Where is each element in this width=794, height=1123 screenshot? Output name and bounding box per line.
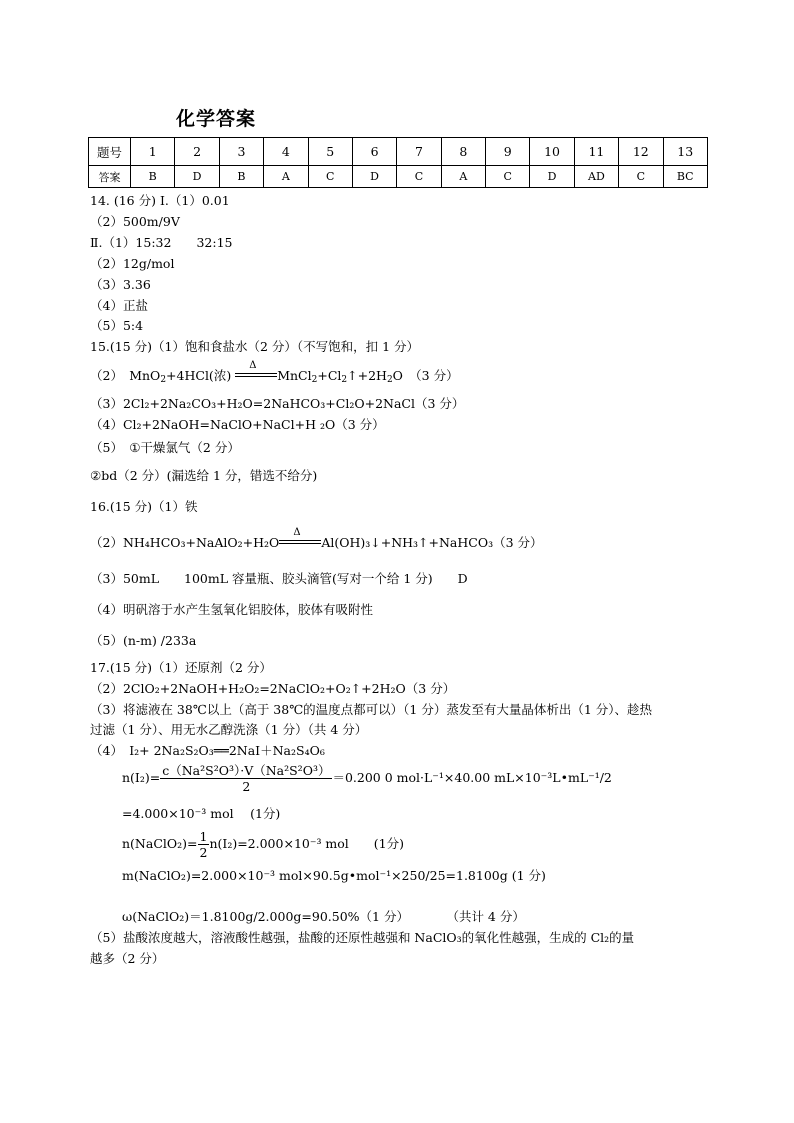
q15-l2-rhs: MnCl (277, 368, 312, 383)
q15-l2-prefix: （2） MnO (90, 368, 161, 383)
answer-cell: D (175, 166, 219, 188)
heat-equals-sign (235, 360, 277, 380)
f1-numerator: c（Na²S²O³）·V（Na²S²O³） (162, 763, 331, 778)
question-number-cell: 5 (308, 138, 352, 166)
q16-line-5: （5）(n-m) /233a (90, 633, 197, 648)
f3-denominator: 2 (199, 845, 208, 860)
table-row-numbers (89, 138, 708, 166)
answer-cell: C (619, 166, 663, 188)
question-number-cell: 4 (264, 138, 308, 166)
answer-cell: D (530, 166, 574, 188)
answer-cell: BC (663, 166, 708, 188)
page-title: 化学答案 (176, 108, 257, 130)
answer-cell: C (486, 166, 530, 188)
question-number-cell: 11 (574, 138, 618, 166)
answer-cell: AD (574, 166, 618, 188)
question-number-cell: 12 (619, 138, 663, 166)
question-number-cell: 3 (219, 138, 263, 166)
circled-one: ① (129, 440, 141, 455)
heat-symbol: Δ (249, 360, 257, 371)
formula-n-i2-result: =4.000×10⁻³ mol (1分) (122, 806, 281, 821)
q17-line-4: 过滤（1 分）、用无水乙醇洗涤（1 分）（共 4 分） (90, 722, 368, 737)
answer-cell: B (219, 166, 263, 188)
q15-l2-suffix: （3 分） (415, 368, 459, 383)
question-number-cell: 13 (663, 138, 708, 166)
question-number-cell: 1 (131, 138, 175, 166)
q15-l2-mid: +4HCl(浓) (166, 368, 232, 383)
q14-line-7: （5）5:4 (90, 318, 144, 333)
q15-line-2: （2） MnO$_2$+4HCl(浓) Δ $MnCl_2+Cl_2↑+2H_2O$ （3 分） (90, 360, 459, 385)
row-label-answer: 答案 (89, 166, 131, 188)
formula-m-naclo2: m(NaClO₂)=2.000×10⁻³ mol×90.5g•mol⁻¹×250/25=1.8100g (1 分) (122, 868, 546, 883)
q14-line-2: （2）500m/9V (90, 214, 180, 229)
question-number-cell: 7 (397, 138, 441, 166)
question-number-cell: 6 (352, 138, 396, 166)
q16-l2-rhs: Al(OH)₃↓+NH₃↑+NaHCO₃（3 分） (321, 535, 543, 550)
q14-line-6: （4）正盐 (90, 298, 148, 313)
question-number-cell: 2 (175, 138, 219, 166)
q14-line-5: （3）3.36 (90, 277, 151, 292)
q16-line-3: （3）50mL 100mL 容量瓶、胶头滴管(写对一个给 1 分) D (90, 571, 468, 586)
q14-line-3: Ⅱ.（1）15:32 32:15 (90, 235, 233, 250)
question-number-cell: 9 (486, 138, 530, 166)
heat-symbol-2: Δ (293, 527, 301, 538)
q17-line-2: （2）2ClO₂+2NaOH+H₂O₂=2NaClO₂+O₂↑+2H₂O（3 分） (90, 681, 456, 696)
row-label-number: 题号 (89, 138, 131, 166)
circled-two: ② (90, 468, 102, 483)
q15-line-5 (90, 440, 240, 456)
formula-n-i2 (122, 763, 612, 794)
answer-cell: C (308, 166, 352, 188)
q15-l5-prefix: （5） (90, 440, 130, 455)
f1-fraction (160, 763, 332, 794)
q15-line-4: （4）Cl₂+2NaOH=NaClO+NaCl+H ₂O（3 分） (90, 417, 385, 432)
answer-table (88, 137, 708, 188)
q17-line-7: 越多（2 分） (90, 951, 165, 966)
q16-line-4: （4）明矾溶于水产生氢氧化铝胶体，胶体有吸附性 (90, 602, 373, 617)
f3-rhs: n(I₂)=2.000×10⁻³ mol (1分) (209, 836, 405, 851)
question-number-cell: 10 (530, 138, 574, 166)
f3-lhs: n(NaClO₂)= (122, 836, 198, 851)
q16-line-2 (90, 527, 543, 551)
answer-cell: A (264, 166, 308, 188)
table-row-answers (89, 166, 708, 188)
q15-line-3: （3）2Cl₂+2Na₂CO₃+H₂O=2NaHCO₃+Cl₂O+2NaCl（3 分） (90, 396, 465, 411)
q16-l2-lhs: （2）NH₄HCO₃+NaAlO₂+H₂O (90, 535, 280, 550)
q16-line-1: 16.(15 分)（1）铁 (90, 499, 198, 514)
q17-line-1: 17.(15 分)（1）还原剂（2 分） (90, 660, 272, 675)
q14-line-4: （2）12g/mol (90, 256, 175, 271)
q15-l5-text: 干燥氯气（2 分） (140, 440, 240, 455)
q17-line-3: （3）将滤液在 38℃以上（高于 38℃的温度点都可以）（1 分）蒸发至有大量晶体析出（1 分）、趁热 (90, 702, 653, 717)
answer-cell: D (352, 166, 396, 188)
heat-equals-sign-2 (279, 527, 321, 547)
f1-rhs: ＝0.200 0 mol·L⁻¹×40.00 mL×10⁻³L•mL⁻¹/2 (332, 770, 612, 785)
q17-line-6: （5）盐酸浓度越大，溶液酸性越强，盐酸的还原性越强和 NaClO₃的氧化性越强，生成的 Cl₂的量 (90, 930, 635, 945)
f3-fraction (198, 829, 210, 860)
q15-line-1: 15.(15 分)（1）饱和食盐水（2 分）（不写饱和，扣 1 分） (90, 339, 420, 354)
f3-numerator: 1 (199, 829, 208, 844)
answer-cell: B (131, 166, 175, 188)
q14-line-1: 14. (16 分) Ⅰ.（1）0.01 (90, 193, 230, 208)
q15-line-6 (90, 468, 317, 484)
f1-lhs: n(I₂)= (122, 770, 161, 785)
question-number-cell: 8 (441, 138, 485, 166)
answer-cell: C (397, 166, 441, 188)
answer-cell: A (441, 166, 485, 188)
formula-n-naclo2 (122, 829, 404, 860)
f1-denominator: 2 (242, 779, 251, 794)
q17-line-5: （4） I₂+ 2Na₂S₂O₃══2NaI＋Na₂S₄O₆ (90, 743, 325, 758)
q15-l6-text: bd（2 分）(漏选给 1 分，错选不给分) (101, 468, 318, 483)
formula-omega: ω(NaClO₂)＝1.8100g/2.000g=90.50%（1 分） （共计 4 分） (122, 909, 525, 924)
